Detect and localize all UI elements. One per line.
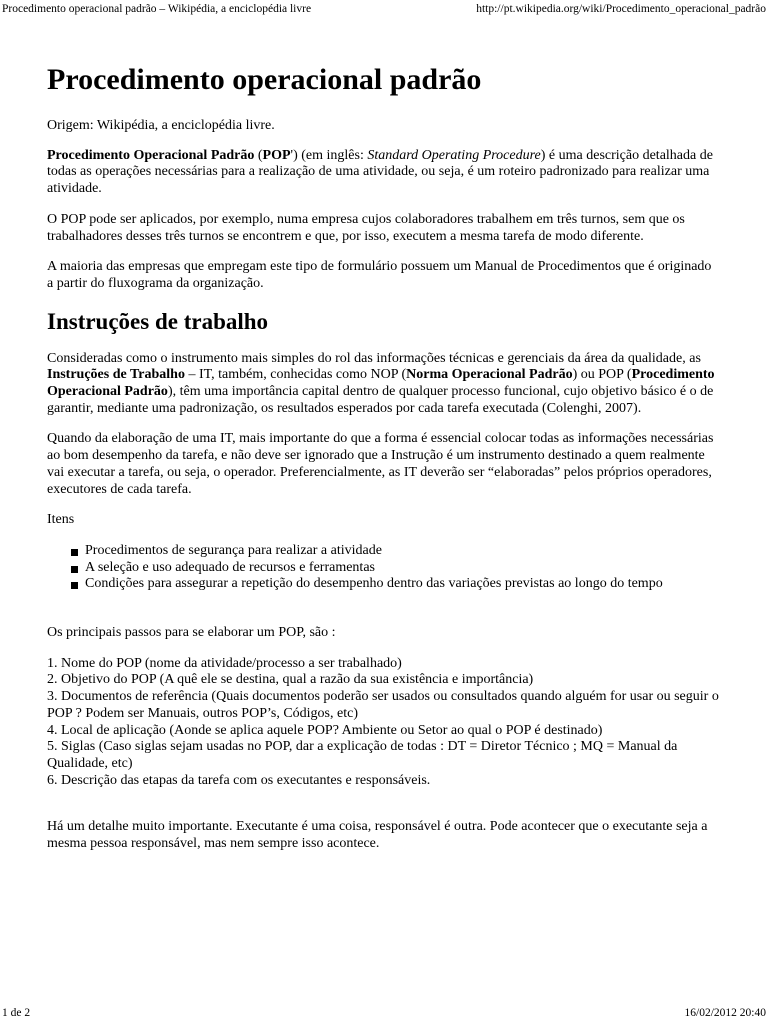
paragraph-elaboration: Quando da elaboração de uma IT, mais importante do que a forma é essencial colocar todas as informações necessárias ao bom desempenho da tarefa, e não deve ser ignorado que a Instrução é um instrumento destinado a quem realmente vai executar a tarefa, ou seja, o operador. Preferencialmente, as IT deverão ser “elaboradas” pelos próprios operadores, executores de cada tarefa. (47, 431, 714, 497)
step-item: 1. Nome do POP (nome da atividade/processo a ser trabalhado) (47, 655, 402, 671)
term-bold: Instruções de Trabalho (47, 367, 185, 383)
text-run: – IT, também, conhecidas como NOP ( (184, 367, 407, 383)
step-item: 3. Documentos de referência (Quais documentos poderão ser usados ou consultados quando alguém for usar ou seguir o POP ? Podem ser Manuais, outros POP’s, Códigos, etc) (47, 689, 719, 721)
print-header-url: http://pt.wikipedia.org/wiki/Procedimento_operacional_padrão (476, 3, 766, 15)
origin-note: Origem: Wikipédia, a enciclopédia livre. (47, 118, 275, 133)
steps-list (47, 656, 719, 790)
step-item: 6. Descrição das etapas da tarefa com os executantes e responsáveis. (47, 772, 431, 788)
list-item-text: Procedimentos de segurança para realizar a atividade (85, 542, 382, 558)
items-list (47, 543, 719, 593)
print-footer (0, 1006, 768, 1020)
text-run: ), têm uma importância capital dentro de qualquer processo funcional, cujo objetivo básico é o de garantir, mediante uma padronização, os resultados esperados por cada tarefa executada (Colenghi, 2007). (47, 384, 714, 416)
text-run: ) é uma descrição detalhada de todas as operações necessárias para a realização de uma atividade, ou seja, é um roteiro padronizado para realizar uma atividade. (47, 147, 713, 197)
text-run: ') (em inglês: (290, 147, 368, 163)
article (47, 60, 719, 867)
step-item: 5. Siglas (Caso siglas sejam usadas no POP, dar a explicação de todas : DT = Diretor Técnico ; MQ = Manual da Qualidade, etc) (47, 739, 678, 771)
print-timestamp: 16/02/2012 20:40 (684, 1007, 766, 1019)
square-bullet-icon (71, 549, 78, 556)
list-item (85, 560, 719, 577)
page-title: Procedimento operacional padrão (47, 63, 482, 96)
paragraph-example: O POP pode ser aplicados, por exemplo, numa empresa cujos colaboradores trabalhem em três turnos, sem que os trabalhadores desses três turnos se encontrem e que, por isso, executem a mesma tarefa de modo diferente. (47, 211, 685, 244)
list-item (85, 543, 719, 560)
paragraph-manual: A maioria das empresas que empregam este tipo de formulário possuem um Manual de Procedimentos que é originado a partir do fluxograma da organização. (47, 259, 712, 291)
list-item (85, 576, 719, 593)
step-item: 4. Local de aplicação (Aonde se aplica aquele POP? Ambiente ou Setor ao qual o POP é destinado) (47, 722, 603, 738)
items-label: Itens (47, 512, 75, 528)
term-bold: POP (262, 147, 291, 163)
term-bold: Norma Operacional Padrão (406, 367, 573, 383)
print-header (0, 2, 768, 16)
steps-intro: Os principais passos para se elaborar um POP, são : (47, 625, 336, 641)
square-bullet-icon (71, 566, 78, 573)
term-bold: Procedimento Operacional Padrão (47, 147, 255, 163)
text-run: Consideradas como o instrumento mais simples do rol das informações técnicas e gerenciais da área da qualidade, as (47, 350, 701, 366)
paragraph-definition (47, 351, 719, 418)
section-title: Instruções de trabalho (47, 308, 269, 334)
text-run: ) ou POP ( (572, 367, 632, 383)
list-item-text: A seleção e uso adequado de recursos e ferramentas (85, 559, 375, 575)
page-counter: 1 de 2 (2, 1007, 31, 1019)
paragraph-intro (47, 148, 719, 198)
step-item: 2. Objetivo do POP (A quê ele se destina, qual a razão da sua existência e importância) (47, 672, 534, 688)
paragraph-detail: Há um detalhe muito importante. Executante é uma coisa, responsável é outra. Pode acontecer que o executante seja a mesma pessoa responsável, mas nem sempre isso acontece. (47, 819, 708, 852)
print-header-title: Procedimento operacional padrão – Wikipédia, a enciclopédia livre (2, 3, 312, 15)
list-item-text: Condições para assegurar a repetição do desempenho dentro das variações previstas ao longo do tempo (85, 576, 663, 592)
term-bold: Procedimento Operacional Padrão (47, 367, 715, 400)
text-run: ( (254, 147, 263, 163)
term-italic: Standard Operating Procedure (367, 147, 541, 163)
square-bullet-icon (71, 582, 78, 589)
